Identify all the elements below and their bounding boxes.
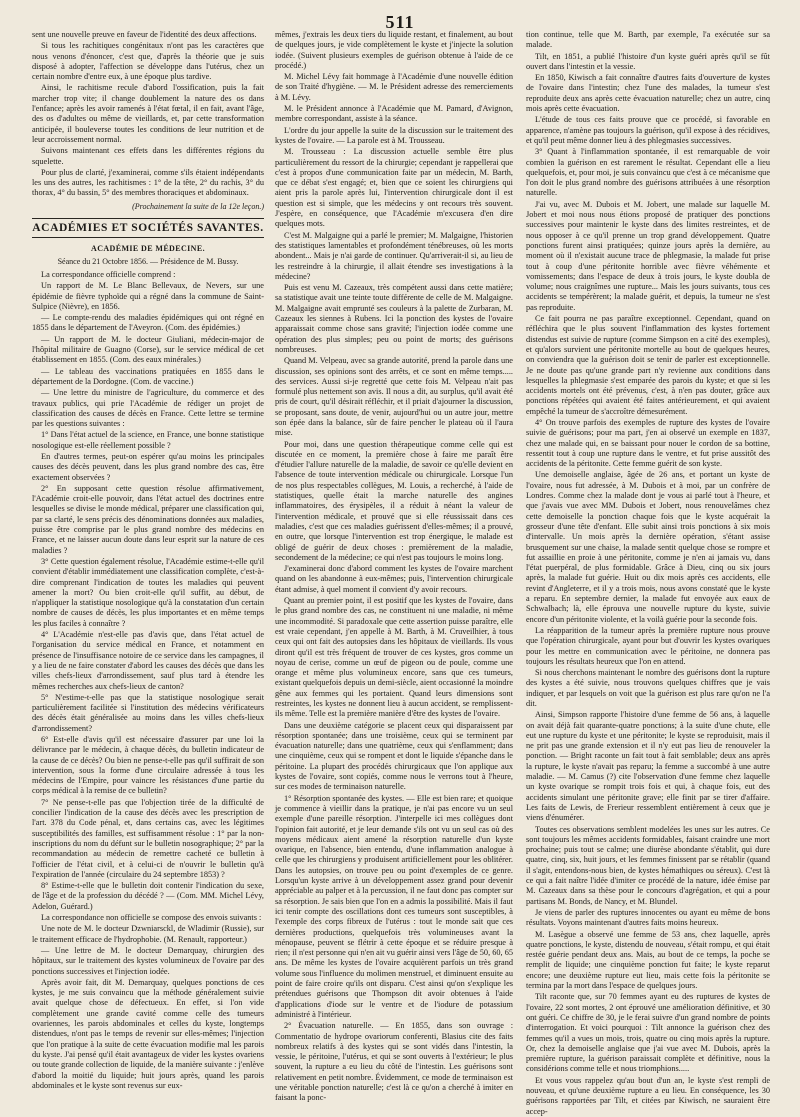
paragraph: 1° Dans l'état actuel de la science, en France, une bonne statistique nosologique est-elle réellement possible ? <box>32 430 264 450</box>
paragraph: Dans une deuxième catégorie se placent ceux qui disparaissent par résorption spontanée; dans une troisième, ceux qui se terminent par évacuation naturelle; dans une quatrième, ceux qui s'enflamment; dans une cinquième, ceux qui se rompent et dont le liquide s'épanche dans le péritoine. La plupart des procédés chirurgicaux que l'on applique aux kystes de l'ovaire, sont copiés, comme nous le verrons tout à l'heure, sur ces modes de terminaison naturelle. <box>275 720 513 792</box>
paragraph: La correspondance non officielle se compose des envois suivants : <box>41 913 262 923</box>
paragraph: Si tous les rachitiques congénitaux n'ont pas les caractères que nous venons d'énoncer, c'est que, d'après la théorie que je suis disposé à adopter, l'affection se développe dans l'utérus, chez un certain nombre d'entre eux, à une époque plus tardive. <box>32 41 264 82</box>
paragraph: Ainsi, Simpson rapporte l'histoire d'une femme de 56 ans, à laquelle on avait déjà fait quarante-quatre ponctions; à la suite d'une chute, elle eut une rupture du kyste et une péritonite; le kyste se reproduisit, mais il ne prit pas une grande extension et il n'y eut pas lieu de renouveler la ponction. — Bright raconte un fait tout à fait semblable; deux ans après la rupture, le kyste n'avait pas reparu; la femme a succombé à une autre maladie. — M. Camus (?) cite l'observation d'une femme chez laquelle un kyste ovarique se rompit trois fois et qui, à chaque fois, eut des accidents simulant une péritonite grave; elle finit par se tirer d'affaire. Les faits de Lewis, de Frerieur ressemblent entièrement à ceux que je viens d'énumérer. <box>526 710 770 823</box>
column-1 <box>32 30 264 1098</box>
paragraph: L'ordre du jour appelle la suite de la discussion sur le traitement des kystes de l'ovaire. — La parole est à M. Trousseau. <box>275 125 513 145</box>
paragraph: Tilt, en 1851, a publié l'histoire d'un kyste guéri après qu'il se fût ouvert dans l'intestin et la vessie. <box>526 51 770 71</box>
section-rule-bottom <box>32 237 264 238</box>
paragraph: 4° L'Académie n'est-elle pas d'avis que, dans l'état actuel de l'organisation du service médical en France, et notamment en présence de l'insuffisance notoire de ce service dans les campagnes, il y a lieu de ne faire constater d'abord les causes des décès que dans les villes chefs-lieux d'arrondissement, sauf plus tard à étendre les mêmes recherches aux chefs-lieux de canton? <box>32 630 264 691</box>
paragraph: Pour moi, dans une question thérapeutique comme celle qui est discutée en ce moment, la première chose à faire me paraît être d'étudier l'allure naturelle de la maladie, de savoir ce qu'elle devient en l'absence de toute intervention médicale ou chirurgicale. Lorsque l'un de nos plus respectables collègues, M. Louis, a recherché, à l'aide de statistiques, quelle était la marche naturelle des angines inflammatoires, des érysipèles, il a réduit à néant la valeur de l'intervention médicale, et prouvé que si elle réussissait dans ces maladies, c'est que ces maladies guérissent d'elles-mêmes; il a prouvé, en outre, que lorsque l'intervention est trop énergique, le malade est obligé de guérir de deux choses : premièrement de la maladie, secondement de la médecine; ce qui n'est pas toujours le moins long. <box>275 439 513 562</box>
column-1-body <box>32 270 264 1091</box>
paragraph: Une demoiselle anglaise, âgée de 26 ans, et portant un kyste de l'ovaire, nous fut adressée, à M. Dubois et à moi, par un confrère de Londres. Comme chez la malade dont je vous ai parlé tout à l'heure, et que j'avais vue avec MM. Dubois et Jobert, nous renouvelâmes chez cette demoiselle la ponction chaque fois que le kyste acquérait la grosseur d'une tête d'enfant. Elle subit ainsi trois ponctions à six mois d'intervalle. Un mois après la dernière opération, s'étant assise brusquement sur une chaise, la malade sentit quelque chose se rompre et fut assaillie en proie à une péritonite, comme je n'en ai jamais vu, dans l'état puerpéral, de plus formidable. Grâce à Dieu, cinq ou six jours après, la malade fut guérie. Huit ou dix mois après ces accidents, elle revint d'Angleterre, et il y a trois mois, nous avons constaté que le kyste a reparu. En septembre dernier, la malade fut envoyée aux eaux de Schwalbach; là, elle éprouva une nouvelle rupture du kyste, suivie encore d'un péritonite violente, et la voilà guérie pour la seconde fois. <box>526 470 770 624</box>
paragraph: Quant au premier point, il est positif que les kystes de l'ovaire, dans le plus grand nombre des cas, ne constituent ni une maladie, ni même une incommodité. Si paradoxale que cette assertion puisse paraître, elle est vraie cependant, j'en appelle à M. Barth, à M. Cruveilhier, à tous ceux qui ont fait des autopsies dans les hôpitaux de vieillards. Ils vous diront qu'il est très fréquent de trouver de ces kystes, gros comme un noyau de cerise, comme un œuf de pigeon ou de poule, comme une orange et même plus volumineux encore, sans que ces tumeurs, existant quelquefois depuis un demi-siècle, aient occasionné la moindre gêne aux femmes qui les portaient. Quand leurs dimensions sont restreintes, les kystes ne donnent lieu à aucun accident, se remplissent-ils même. Telle est la première manière d'être des kystes de l'ovaire. <box>275 596 514 719</box>
paragraph: C'est M. Malgaigne qui a parlé le premier; M. Malgaigne, l'historien des statistiques lamentables et profondément ténébreuses, où les morts abondent... Mais je n'ai garde de continuer. Qu'arriverait-il si, au lieu de les restreindre à la chirurgie, il allait étendre ses investigations à la médecine? <box>275 230 513 281</box>
paragraph: 6° Est-elle d'avis qu'il est nécessaire d'assurer par une loi la délivrance par le médecin, à chaque décès, du bulletin indicateur de la cause de ce décès? Ou bien ne pense-t-elle pas qu'il suffirait de son intervention, sous la forme d'une circulaire adressée à tous les médecins de l'Empire, pour vaincre les résistances d'une partie du corps médical à la remise de ce bulletin? <box>32 735 264 796</box>
paragraph: J'ai vu, avec M. Dubois et M. Jobert, une malade sur laquelle M. Jobert et moi nous nous étions proposé de pratiquer des ponctions successives pour maintenir le kyste dans des limites restreintes, et de nous opposer à ce qu'il prenne un trop grand développement. Quatre ponctions furent ainsi pratiquées; quinze jours après la dernière, au moment où il n'existait aucune trace de phlegmasie, la malade fut prise tout à coup d'une péritonite horrible avec fièvre véhémente et vomissements; dans l'espace de deux à trois jours, le kyste doubla de volume; nous craignîmes une rupture... Mais les jours suivants, tous ces accidents se tempérèrent; la malade guérit, et depuis, la tumeur ne s'est pas reproduite. <box>526 199 770 312</box>
paragraph: Suivons maintenant ces effets dans les différentes régions du squelette. <box>32 146 264 166</box>
paragraph: M. Trousseau : La discussion actuelle semble être plus particulièrement du ressort de la chirurgie; cependant je rappellerai que c'est à propos d'une communication faite par un médecin, M. Barth, que ce débat s'est engagé; et, bien que ce soient les chirurgiens qui aient pris la parole après lui, l'intervention chirurgicale dont il est question est si simple, que les médecins y ont recours très souvent. J'espère, en conséquence, que l'Académie m'excusera d'en dire quelques mots. <box>275 147 513 229</box>
paragraph: 3° Quant à l'inflammation spontanée, il est remarquable de voir combien la guérison en est rarement le résultat. Cependant elle a lieu quelquefois, et, pour moi, je suis convaincu que c'est à ce mécanisme que l'on doit le plus grand nombre des guérisons attribuées à une résorption naturelle. <box>526 147 770 198</box>
paragraph: Ce fait pourra ne pas paraître exceptionnel. Cependant, quand on réfléchira que le plus souvent l'inflammation des kystes fortement distendus est suivie de rupture (comme Simpson en a cité des exemples), et qu'alors survient une péritonite mortelle au bout de quelques heures, on conviendra que la guérison doit se tenir de parler est exceptionnelle. Je ne doute pas qu'une grande part n'y revienne aux conditions dans lesquelles la phlegmasie s'est emparée des parois du kyste; et que si les accidents mortels ont été prévenus, c'est, à n'en pas douter, grâce aux ponctions répétées qui avaient été faites antérieurement, et qui avaient empêché la tumeur de s'accroître démesurément. <box>526 314 770 416</box>
paragraph: — Un rapport de M. le docteur Giuliani, médecin-major de l'hôpital militaire de Guagno (Corse), sur le service médical de cet établissement en 1855. (Com. des eaux minérales.) <box>32 334 264 365</box>
paragraph: Et vous vous rappelez qu'au bout d'un an, le kyste s'est rempli de nouveau, et qu'une deuxième rupture a eu lieu. En conséquence, les 30 guérisons rapportées par Tilt, et citées par Kiwisch, ne sauraient être accep- <box>526 1075 770 1116</box>
paragraph: sent une nouvelle preuve en faveur de l'identité des deux affections. <box>32 30 257 39</box>
article-end <box>32 30 264 199</box>
paragraph: En d'autres termes, peut-on espérer qu'au moins les principales causes des décès peuvent, dans les plus grand nombre des cas, être exactement observées ? <box>32 451 264 482</box>
continued-note: (Prochainement la suite de la 12e leçon.) <box>132 201 264 211</box>
paragraph: 8° Estime-t-elle que le bulletin doit contenir l'indication du sexe, de l'âge et de la profession du décédé ? — (Com. MM. Michel Lévy, Adelon, Guérard.) <box>32 881 264 911</box>
paragraph: 4° On trouve parfois des exemples de rupture des kystes de l'ovaire suivie de guérisons; pour ma part, j'en ai observé un exemple en 1837, chez une malade qui, en se baissant pour nouer le cordon de sa bottine, ressentit tout à coup une rupture dans le ventre, et fut prise aussitôt des accidents de la péritonite. Cette femme guérit de son kyste. <box>526 417 770 469</box>
page-number: 511 <box>385 12 415 32</box>
session-line: Séance du 21 Octobre 1856. — Présidence de M. Bussy. <box>57 256 239 266</box>
paragraph: Pour plus de clarté, j'examinerai, comme s'ils étaient indépendants les uns des autres, les rachitismes : 1° de la tête, 2° du rachis, 3° du thorax, 4° du bassin, 5° des membres thoraciques et abdominaux. <box>32 167 264 198</box>
paragraph: Ainsi, le rachitisme recule d'abord l'ossification, puis la fait marcher trop vite; il change doublement la nature des os dans l'enfance; après les avoir ramenés à l'état fœtal, il en fait, avant l'âge, des os d'adultes ou même de vieillards, et, par cette transformation anticipée, il bouleverse toutes les conditions de leur nutrition et de leur accroissement normal. <box>32 83 264 144</box>
paragraph: 2° En supposant cette question résolue affirmativement, l'Académie croit-elle pouvoir, dans l'état actuel des doctrines entre lesquelles se divise le monde médical, préparer une classification qui, par sa clarté, le sens précis des dénominations données aux maladies, puisse être comprise par le plus grand nombre des médecins en France, et ne laisser aucun doute dans leur esprit sur la nature de ces maladies ? <box>32 483 264 555</box>
paragraph: Si nous cherchons maintenant le nombre des guérisons dont la rupture des kystes a été suivie, nous trouvons quelques chiffres que je vais indiquer, et par lesquels on voit que la guérison est plus rare qu'on ne l'a dit. <box>526 668 770 708</box>
paragraph: — Le compte-rendu des maladies épidémiques qui ont régné en 1855 dans le département de l'Aveyron. (Com. des épidémies.) <box>32 313 264 333</box>
paragraph: Je viens de parler des ruptures innocentes ou ayant eu même de bons résultats. Voyons maintenant d'autres faits moins heureux. <box>526 907 770 928</box>
column-3 <box>526 30 770 1116</box>
paragraph: La correspondance officielle comprend : <box>41 269 176 279</box>
section-title: ACADÉMIES ET SOCIÉTÉS SAVANTES. <box>32 222 264 235</box>
paragraph: M. Michel Lévy fait hommage à l'Académie d'une nouvelle édition de son Traité d'hygiène. — M. le Président adresse des remerciements à M. Lévy. <box>275 72 513 102</box>
paragraph: L'étude de tous ces faits prouve que ce procédé, si favorable en apparence, n'amène pas toujours la guérison, qu'il expose à des récidives, et qu'il peut même donner lieu à des phlegmasies successives. <box>526 115 770 145</box>
column-3-body <box>526 30 770 1117</box>
paragraph: mêmes, j'extrais les deux tiers du liquide restant, et finalement, au bout de quelques jours, je vide complètement le kyste et j'injecte la solution iodée. (Suivent plusieurs exemples de guérison obtenue à l'aide de ce procédé.) <box>275 30 513 70</box>
paragraph: Quand M. Velpeau, avec sa grande autorité, prend la parole dans une discussion, ses opinions sont des arrêts, et ce sont en même temps..... des services. Aussi si-je regretté que cette fois M. Velpeau n'ait pas formulé plus nettement son avis. Il nous a dit, au surplus, qu'il avait été pris de court, qu'il désirait réfléchir, et il priait d'ajourner la discussion, se proposant, sans doute, de venir, aujourd'hui ou un autre jour, mettre son épée dans la balance, sûr de faire pencher le plateau où il l'aura mise. <box>275 356 513 438</box>
academy-subtitle: ACADÉMIE DE MÉDECINE. <box>91 244 205 254</box>
paragraph: Une note de M. le docteur Dzwniarsckl, de Wladimir (Russie), sur le traitement efficace de l'hydrophobie. (M. Renault, rapporteur.) <box>32 924 264 944</box>
paragraph: 7° Ne pense-t-elle pas que l'objection tirée de la difficulté de concilier l'indication de la cause des décès avec les prescription de l'art. 378 du Code pénal, et, dans certains cas, avec les légitimes susceptibilités des familles, est suffisamment résolue : 1° par la non-inscriptions du nom du défunt sur le bulletin nosographique; 2° par la recommandation au médecin de remettre cacheté ce bulletin à l'officier de l'état civil, et à celui-ci de n'ouvrir le bulletin qu'à l'expiration de l'année (circulaire du 24 septembre 1853) ? <box>32 797 264 879</box>
paragraph: 5° N'estime-t-elle pas que la statistique nosologique serait particulièrement facilitée si l'institution des médecins vérificateurs des décès était généralisée au moins dans les villes chefs-lieux d'arrondissement? <box>32 692 264 733</box>
column-2 <box>275 30 514 1103</box>
paragraph: M. Lasègue a observé une femme de 53 ans, chez laquelle, après quatre ponctions, le kyste, distendu de nouveau, s'était rompu, et qui était restée guérie pendant deux ans. Mais, au bout de ce temps, la poche se remplit de liquide; une cinquième ponction fut faite; le kyste reparut encore; une deuxième rupture eut lieu, mais cette fois la péritonite se termina par la mort dans l'espace de quelques jours. <box>526 929 770 991</box>
section-rule <box>32 218 264 219</box>
column-2-body <box>275 30 513 1104</box>
paragraph: 1° Résorption spontanée des kystes. — Elle est bien rare; et quoique je commence à vieillir dans la pratique, je n'ai pas encore vu un seul exemple d'une pareille résorption. J'interpelle ici mes collègues dont l'opinion fait autorité, et je leur demande s'ils ont vu un seul cas où des moyens médicaux aient amené la résorption naturelle d'un kyste ovarique, en l'absence, bien entendu, d'une inflammation analogue à celle que les chirurgiens y produisent artificiellement pour les oblitérer. Dans les autopsies, on trouve peu ou point d'exemples de ce genre. Lorsqu'un kyste arrive à un développement assez grand pour devenir appréciable au palper et à la percussion, il ne faut donc pas compter sur sa résorption. Je sais bien que l'on en a admis la possibilité. Mais il faut ici tenir compte des oscillations dont ces tumeurs sont susceptibles, à l'exemple des corps fibreux de l'utérus : tout le monde sait que ces dernières productions, quelquefois très volumineuses avant la ménopause, peuvent se flétrir à cette époque et se réduire presque à rien; il n'est personne qui n'en ait vu guérir ainsi vers l'âge de 50, 60, 65 ans. De même les kystes de l'ovaire acquièrent parfois un très grand volume sous l'influence du molimen menstruel, et diminuent ensuite au point de faire croire qu'ils ont disparu. C'est ainsi qu'on s'explique les prétendues guérisons que Thompson dit avoir obtenues à l'aide d'applications d'iode sur le ventre et de l'iodure de potassium administré à l'intérieur. <box>275 793 513 1019</box>
paragraph: — Une lettre du ministre de l'agriculture, du commerce et des travaux publics, qui prie l'Académie de rédiger un projet de classification des causes de décès en France. Cette lettre se termine par les questions suivantes : <box>32 388 264 429</box>
paragraph: Toutes ces observations semblent modelées les unes sur les autres. Ce sont toujours les mêmes accidents formidables, faisant craindre une mort prochaine; puis tout se calme; une diurèse abondante s'établit, qui dure quatre, cinq, six, huit jours, et les femmes finissent par se rétablir (quand il s'agit, entendons-nous bien, de kystes hémathiques ou séreux). C'est là ce qui a fait naître l'idée d'imiter ce procédé de la nature, idée émise par M. Cazeaux dans sa thèse pour le concours d'agrégation, et qui a pour partisans M. Bonds, de Nancy, et M. Blundel. <box>526 824 770 906</box>
paragraph: — Le tableau des vaccinations pratiquées en 1855 dans le département de la Dordogne. (Com. de vaccine.) <box>32 366 264 386</box>
paragraph: En 1850, Kiwisch a fait connaître d'autres faits d'ouverture de kystes de l'ovaire dans l'intestin; chez l'une des malades, la tumeur s'est reproduite deux ans après cette évacuation naturelle; chez un autre, cinq mois après cette évacuation. <box>526 73 770 114</box>
paragraph: J'examinerai donc d'abord comment les kystes de l'ovaire marchent quand on les abandonne à eux-mêmes; puis, l'intervention chirurgicale étant admise, à quel moment il convient d'y avoir recours. <box>275 564 513 594</box>
paragraph: tion continue, telle que M. Barth, par exemple, l'a exécutée sur sa malade. <box>526 30 770 50</box>
paragraph: Tilt raconte que, sur 70 femmes ayant eu des ruptures de kystes de l'ovaire, 22 sont mortes, 2 ont éprouvé une amélioration définitive, et 30 ont guéri. Ce chiffre de 30, je le ferai suivre d'un grand nombre de points d'interrogation. Et voici pourquoi : Tilt annonce la guérison chez des femmes qu'il a vues un mois, trois, quatre ou cinq mois après la rupture. Or, chez la demoiselle anglaise que j'ai vue avec M. Dubois, après la première rupture, la guérison paraissait complète et définitive, nous la considérions comme telle et nous triomphions..... <box>526 992 770 1074</box>
paragraph: 2° Évacuation naturelle. — En 1855, dans son ouvrage : Commentatio de hydrope ovariorum conferenti, Blasius cite des faits nombreux relatifs à des kystes qui se sont vidés dans l'intestin, la vessie, le péritoine, l'utérus, et qui se sont ouverts à l'extérieur; le plus souvent, la rupture a eu lieu du côté de l'intestin. Les guérisons sont relativement en petit nombre. Évidemment, ce mode de terminaison est une véritable ponction naturelle; c'est là ce qu'on a cherché à imiter en faisant la ponc- <box>275 1021 513 1103</box>
paragraph: Puis est venu M. Cazeaux, très compétent aussi dans cette matière; sa statistique avait une teinte toute différente de celle de M. Malgaigne. M. Malgaigne avait emprunté ses couleurs à la palette de Zurbaran, M. Cazeaux les siennes à Rubens. Ici la ponction des kystes de l'ovaire apparaissait comme chose sans gravité; l'injection iodée comme une opération des plus simples; peu ou point de morts; des guérisons nombreuses. <box>275 283 513 354</box>
paragraph: Un rapport de M. Le Blanc Bellevaux, de Nevers, sur une épidémie de fièvre typhoïde qui a régné dans la commune de Saint-Sulpice (Nièvre), en 1856. <box>32 281 264 311</box>
paragraph: Après avoir fait, dit M. Demarquay, quelques ponctions de ces kystes, je me suis convaincu que la méthode généralement suivie avait quelque chose de défectueux. En effet, si l'on vide complètement une grande cavité comme celle des tumeurs ovariennes, les parois abdominales et celles du kyste, longtemps distendues, n'ont pas le temps de revenir sur elles-mêmes; l'injection que l'on pratique à la suite de cette évacuation modifie mal les parois du kyste. J'ai pensé qu'il était avantageux de vider les kystes ovariens ou toute grande collection de liquide, de la manière suivante : j'enlève d'abord la moitié du liquide; huit jours après, quand les parois abdominales et le kyste sont revenus sur eux- <box>32 977 264 1090</box>
paragraph: 3° Cette question également résolue, l'Académie estime-t-elle qu'il convient d'établir immédiatement une classification complète, c'est-à-dire comprenant l'indication de toutes les maladies qui peuvent amener la mort? Ou bien croit-elle qu'il suffit, au début, de n'appliquer la statistique nosologique qu'à la constatation d'un certain nombre de causes de décès, les plus importantes et en même temps les plus faciles à connaître ? <box>32 556 264 628</box>
paragraph: M. le Président annonce à l'Académie que M. Pamard, d'Avignon, membre correspondant, assiste à la séance. <box>275 104 513 124</box>
paragraph: — Une lettre de M. le docteur Demarquay, chirurgien des hôpitaux, sur le traitement des kystes volumineux de l'ovaire par des ponctions successives et l'injection iodée. <box>32 945 264 976</box>
paragraph: La réapparition de la tumeur après la première rupture nous prouve que l'opération chirurgicale, ayant pour but d'ouvrir les kystes ovariques pour les mettre en communication avec le péritoine, ne donnera pas toujours les résultats heureux que l'on en attend. <box>526 625 770 666</box>
